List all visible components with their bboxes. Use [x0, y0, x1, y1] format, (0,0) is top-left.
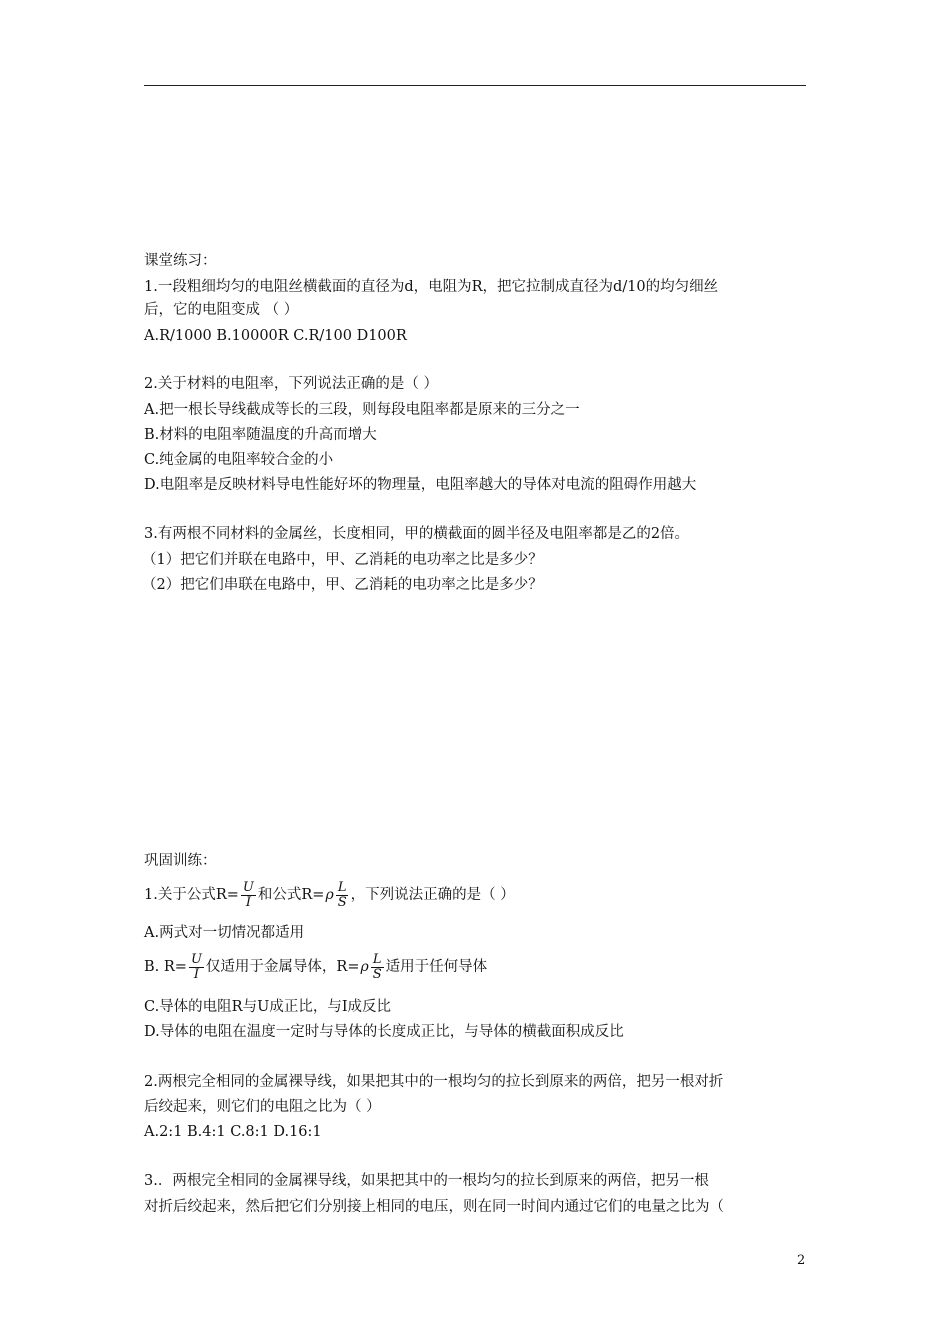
fraction-numerator: U: [190, 951, 202, 967]
fraction-denominator: S: [372, 966, 382, 982]
fraction-u-over-i: [241, 881, 256, 910]
fraction-numerator: L: [337, 879, 347, 895]
consolidation-q3-line1: 3.．两根完全相同的金属裸导线，如果把其中的一根均匀的拉长到原来的两倍，把另一根: [144, 1173, 709, 1189]
consolidation-q1-option-d: D.导体的电阻在温度一定时与导体的长度成正比，与导体的横截面积成反比: [144, 1024, 624, 1040]
consolidation-q2-options: A.2:1 B.4:1 C.8:1 D.16:1: [144, 1124, 322, 1140]
q1-prefix: 1.关于公式R=: [144, 887, 239, 903]
practice-q2-option-b: B.材料的电阻率随温度的升高而增大: [144, 427, 377, 443]
consolidation-q1-stem: [144, 875, 515, 915]
rho-symbol: ρ: [360, 959, 369, 975]
fraction-denominator: S: [337, 894, 347, 910]
practice-q1-line2: 后，它的电阻变成 （ ）: [144, 302, 299, 318]
practice-q2-option-a: A.把一根长导线截成等长的三段，则每段电阻率都是原来的三分之一: [144, 402, 580, 418]
fraction-denominator: I: [245, 894, 251, 910]
consolidation-q3-line2: 对折后绞起来，然后把它们分别接上相同的电压，则在同一时间内通过它们的电量之比为（: [144, 1199, 724, 1215]
consolidation-q1-option-c: C.导体的电阻R与U成正比，与I成反比: [144, 999, 392, 1015]
consolidation-q2-line1: 2.两根完全相同的金属裸导线，如果把其中的一根均匀的拉长到原来的两倍，把另一根对折: [144, 1074, 724, 1090]
practice-q3-sub2: （2）把它们串联在电路中，甲、乙消耗的电功率之比是多少？: [142, 577, 543, 593]
practice-q2-option-d: D.电阻率是反映材料导电性能好坏的物理量，电阻率越大的导体对电流的阻碍作用越大: [144, 477, 697, 493]
consolidation-q1-option-b: [144, 947, 487, 987]
practice-heading: 课堂练习：: [144, 253, 217, 269]
fraction-numerator: L: [372, 951, 382, 967]
option-b-suffix: 适用于任何导体: [385, 959, 488, 975]
practice-q1-options: A.R/1000 B.10000R C.R/100 D100R: [144, 328, 407, 344]
fraction-u-over-i: [189, 953, 204, 982]
q1-middle: 和公式R=: [257, 887, 325, 903]
page-number: 2: [797, 1253, 806, 1268]
practice-q1-line1: 1.一段粗细均匀的电阻丝横截面的直径为d，电阻为R，把它拉制成直径为d/10的均匀细丝: [144, 279, 719, 295]
option-b-prefix: B. R=: [144, 959, 187, 975]
practice-q2-stem: 2.关于材料的电阻率，下列说法正确的是（ ）: [144, 376, 438, 392]
rho-symbol: ρ: [325, 887, 334, 903]
practice-q3-stem: 3.有两根不同材料的金属丝，长度相同，甲的横截面的圆半径及电阻率都是乙的2倍。: [144, 526, 690, 542]
option-b-middle: 仅适用于金属导体，R=: [205, 959, 360, 975]
fraction-l-over-s: [371, 953, 384, 982]
consolidation-q1-option-a: A.两式对一切情况都适用: [144, 925, 305, 941]
q1-suffix: ，下列说法正确的是（ ）: [350, 887, 515, 903]
header-rule: [144, 85, 806, 86]
practice-q3-sub1: （1）把它们并联在电路中，甲、乙消耗的电功率之比是多少？: [142, 552, 543, 568]
fraction-numerator: U: [242, 879, 254, 895]
practice-q2-option-c: C.纯金属的电阻率较合金的小: [144, 452, 334, 468]
consolidation-heading: 巩固训练：: [144, 853, 217, 869]
fraction-denominator: I: [193, 966, 199, 982]
consolidation-q2-line2: 后绞起来，则它们的电阻之比为（ ）: [144, 1099, 381, 1115]
fraction-l-over-s: [336, 881, 349, 910]
